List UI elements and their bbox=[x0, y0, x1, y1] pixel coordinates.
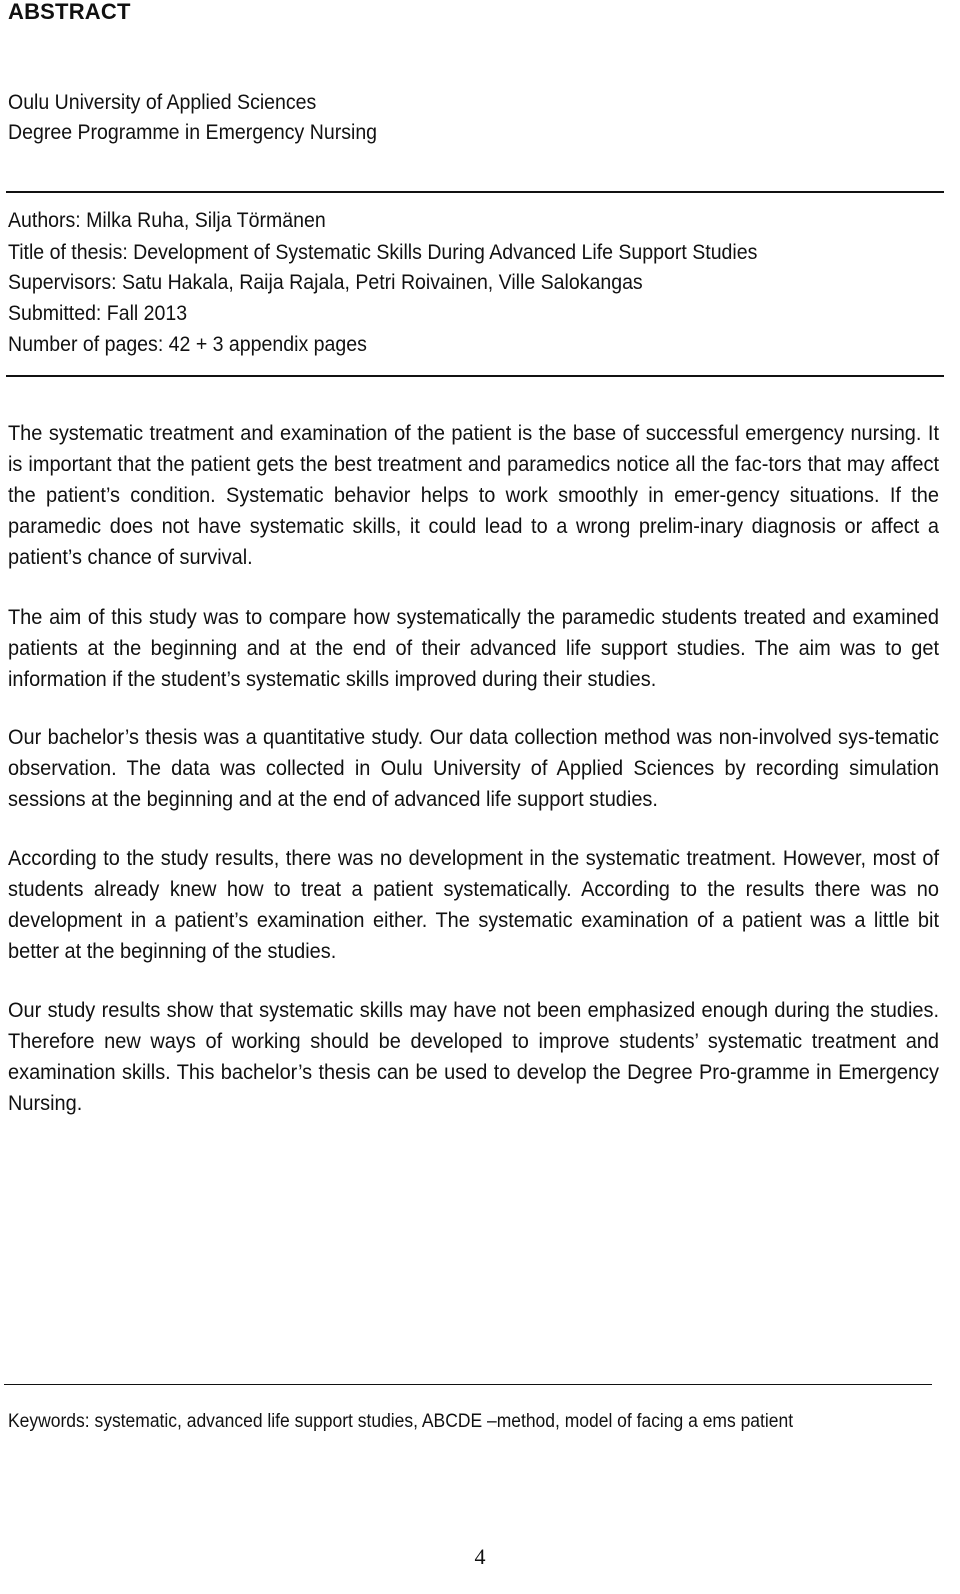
degree-programme: Degree Programme in Emergency Nursing bbox=[8, 121, 378, 144]
page-count-line: Number of pages: 42 + 3 appendix pages bbox=[8, 333, 367, 356]
keywords-line: Keywords: systematic, advanced life support studies, ABCDE –method, model of facing a ems patient bbox=[8, 1411, 794, 1432]
thesis-title-line: Title of thesis: Development of Systematic Skills During Advanced Life Support Studies bbox=[8, 241, 758, 264]
paragraph-text: The aim of this study was to compare how systematically the paramedic students treated and examined patients at the beginning and at the end of their advanced life support studies. The aim was to get information if the student’s systematic skills improved during their studies. bbox=[8, 606, 939, 691]
abstract-paragraph-1 bbox=[8, 418, 939, 573]
abstract-paragraph-4 bbox=[8, 843, 939, 967]
top-divider bbox=[6, 191, 944, 193]
submitted-line: Submitted: Fall 2013 bbox=[8, 302, 188, 325]
paragraph-text: Our bachelor’s thesis was a quantitative study. Our data collection method was non-involved sys-tematic observation. The data was collected in Oulu University of Applied Sciences by recording simulation sessions at the beginning and at the end of advanced life support studies. bbox=[8, 726, 939, 811]
paragraph-text: According to the study results, there was no development in the systematic treatment. However, most of students already knew how to treat a patient systematically. According to the results there was no development in a patient’s examination either. The systematic examination of a patient was a little bit better at the beginning of the studies. bbox=[8, 847, 939, 963]
abstract-paragraph-3 bbox=[8, 722, 939, 815]
abstract-paragraph-5 bbox=[8, 995, 939, 1119]
paragraph-text: The systematic treatment and examination of the patient is the base of successful emergency nursing. It is important that the patient gets the best treatment and paramedics notice all the fac-tors that may affect the patient’s condition. Systematic behavior helps to work smoothly in emer-gency situations. If the paramedic does not have systematic skills, it could lead to a wrong prelim-inary diagnosis or affect a patient’s chance of survival. bbox=[8, 422, 939, 569]
details-divider bbox=[6, 375, 944, 377]
university-name: Oulu University of Applied Sciences bbox=[8, 91, 317, 114]
supervisors-line: Supervisors: Satu Hakala, Raija Rajala, Petri Roivainen, Ville Salokangas bbox=[8, 271, 643, 294]
page-number: 4 bbox=[474, 1544, 486, 1569]
authors-line: Authors: Milka Ruha, Silja Törmänen bbox=[8, 209, 326, 232]
keywords-divider bbox=[4, 1384, 932, 1385]
page-heading: ABSTRACT bbox=[8, 0, 131, 24]
abstract-paragraph-2 bbox=[8, 602, 939, 695]
paragraph-text: Our study results show that systematic skills may have not been emphasized enough during the studies. Therefore new ways of working should be developed to improve students’ systematic treatment and examination skills. This bachelor’s thesis can be used to develop the Degree Pro-gramme in Emergency Nursing. bbox=[8, 999, 939, 1115]
